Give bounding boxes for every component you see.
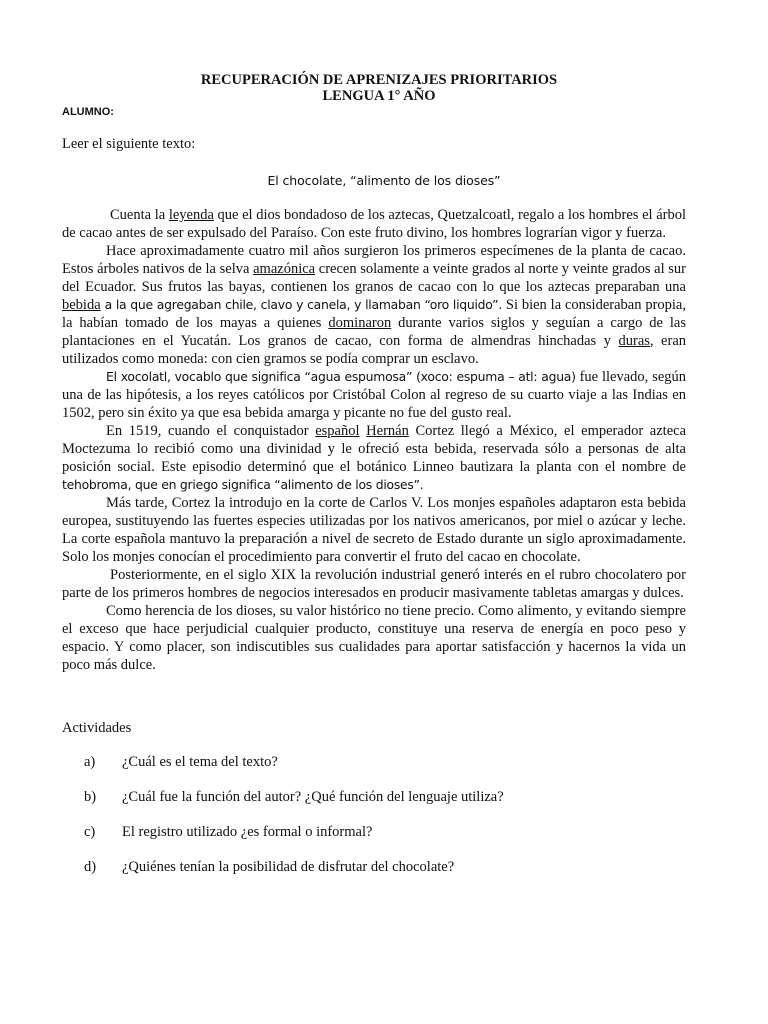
activity-item: d) ¿Quiénes tenían la posibilidad de disfrutar del chocolate? (84, 859, 455, 875)
document-page (62, 72, 686, 893)
activity-item: a) ¿Cuál es el tema del texto? (84, 754, 278, 770)
underlined-word: amazónica (253, 261, 316, 277)
title-line-1: RECUPERACIÓN DE APRENIZAJES PRIORITARIOS (200, 72, 558, 88)
underlined-word: dominaron (328, 315, 392, 331)
activities-title: Actividades (62, 720, 132, 736)
reading-title: El chocolate, “alimento de los dioses” (267, 173, 501, 188)
paragraph-3: El xocolatl, vocablo que significa “agua espumosa” (xoco: espuma – atl: agua) fue llevado, según una de las hipótesis, a los reyes católicos por Cristóbal Colon al regreso de su cuarto viaje a las Indias en 1502, pero sin éxito ya que esa bebida amarga y picante no fue del gusto real. (62, 369, 686, 421)
paragraph-2: Hace aproximadamente cuatro mil años surgieron los primeros especímenes de la planta de cacao. Estos árboles nativos de la selva amazónica crecen solamente a veinte grados al norte y veinte grados al sur del Ecuador. Sus frutos las bayas, contienen los granos de cacao con lo que los aztecas preparaban una bebida a la que agregaban chile, clavo y canela, y llamaban “oro liquido”. Si bien la consideraban propia, la habían tomado de los mayas a quienes dominaron durante varios siglos y seguían a cargo de las plantaciones en el Yucatán. Los granos de cacao, con forma de almendras hinchadas y duras, eran utilizados como moneda: con cien gramos se podía comprar un esclavo. (62, 243, 687, 367)
paragraph-1: Cuenta la leyenda que el dios bondadoso de los aztecas, Quetzalcoatl, regalo a los hombres el árbol de cacao antes de ser expulsado del Paraíso. Con este fruto divino, los hombres lograrían vigor y fuerza. (62, 207, 686, 241)
title-line-2: LENGUA 1° AÑO (322, 88, 436, 104)
underlined-word: bebida (62, 297, 101, 313)
underlined-word: leyenda (168, 207, 214, 223)
activity-item: c) El registro utilizado ¿es formal o informal? (84, 824, 373, 840)
paragraph-5: Más tarde, Cortez la introdujo en la corte de Carlos V. Los monjes españoles adaptaron esta bebida europea, sustituyendo las fuertes especies utilizadas por los nativos americanos, por miel o azúcar y leche. La corte española mantuvo la preparación a nivel de secreto de Estado durante un siglo aproximadamente. Solo los monjes conocían el procedimiento para convertir el fruto del cacao en chocolate. (62, 495, 686, 565)
reading-instruction: Leer el siguiente texto: (62, 136, 196, 152)
underlined-word: Hernán (366, 423, 409, 439)
activity-item: b) ¿Cuál fue la función del autor? ¿Qué función del lenguaje utiliza? (84, 789, 504, 805)
paragraph-7: Como herencia de los dioses, su valor histórico no tiene precio. Como alimento, y evitando siempre el exceso que hace perjudicial cualquier producto, constituye una reserva de energía en poco peso y espacio. Y como placer, son indiscutibles sus cualidades para aportar satisfacción y hacernos la vida un poco más dulce. (62, 603, 686, 673)
underlined-word: duras (618, 333, 650, 349)
reading-text (62, 206, 686, 674)
paragraph-4: En 1519, cuando el conquistador español Hernán Cortez llegó a México, el emperador azteca Moctezuma lo recibió como una divinidad y le ofreció esta bebida, reservada sólo a personas de alta posición social. Este episodio determinó que el botánico Linneo bautizara la planta con el nombre de tehobroma, que en griego significa “alimento de los dioses”. (62, 423, 687, 492)
underlined-word: español (315, 423, 360, 439)
document-title (72, 72, 686, 104)
paragraph-6: Posteriormente, en el siglo XIX la revolución industrial generó interés en el rubro chocolatero por parte de los primeros hombres de negocios interesados en producir masivamente tabletas amargas y dulces. (62, 567, 686, 601)
student-label: ALUMNO: (62, 106, 114, 118)
activities-list (62, 753, 686, 876)
